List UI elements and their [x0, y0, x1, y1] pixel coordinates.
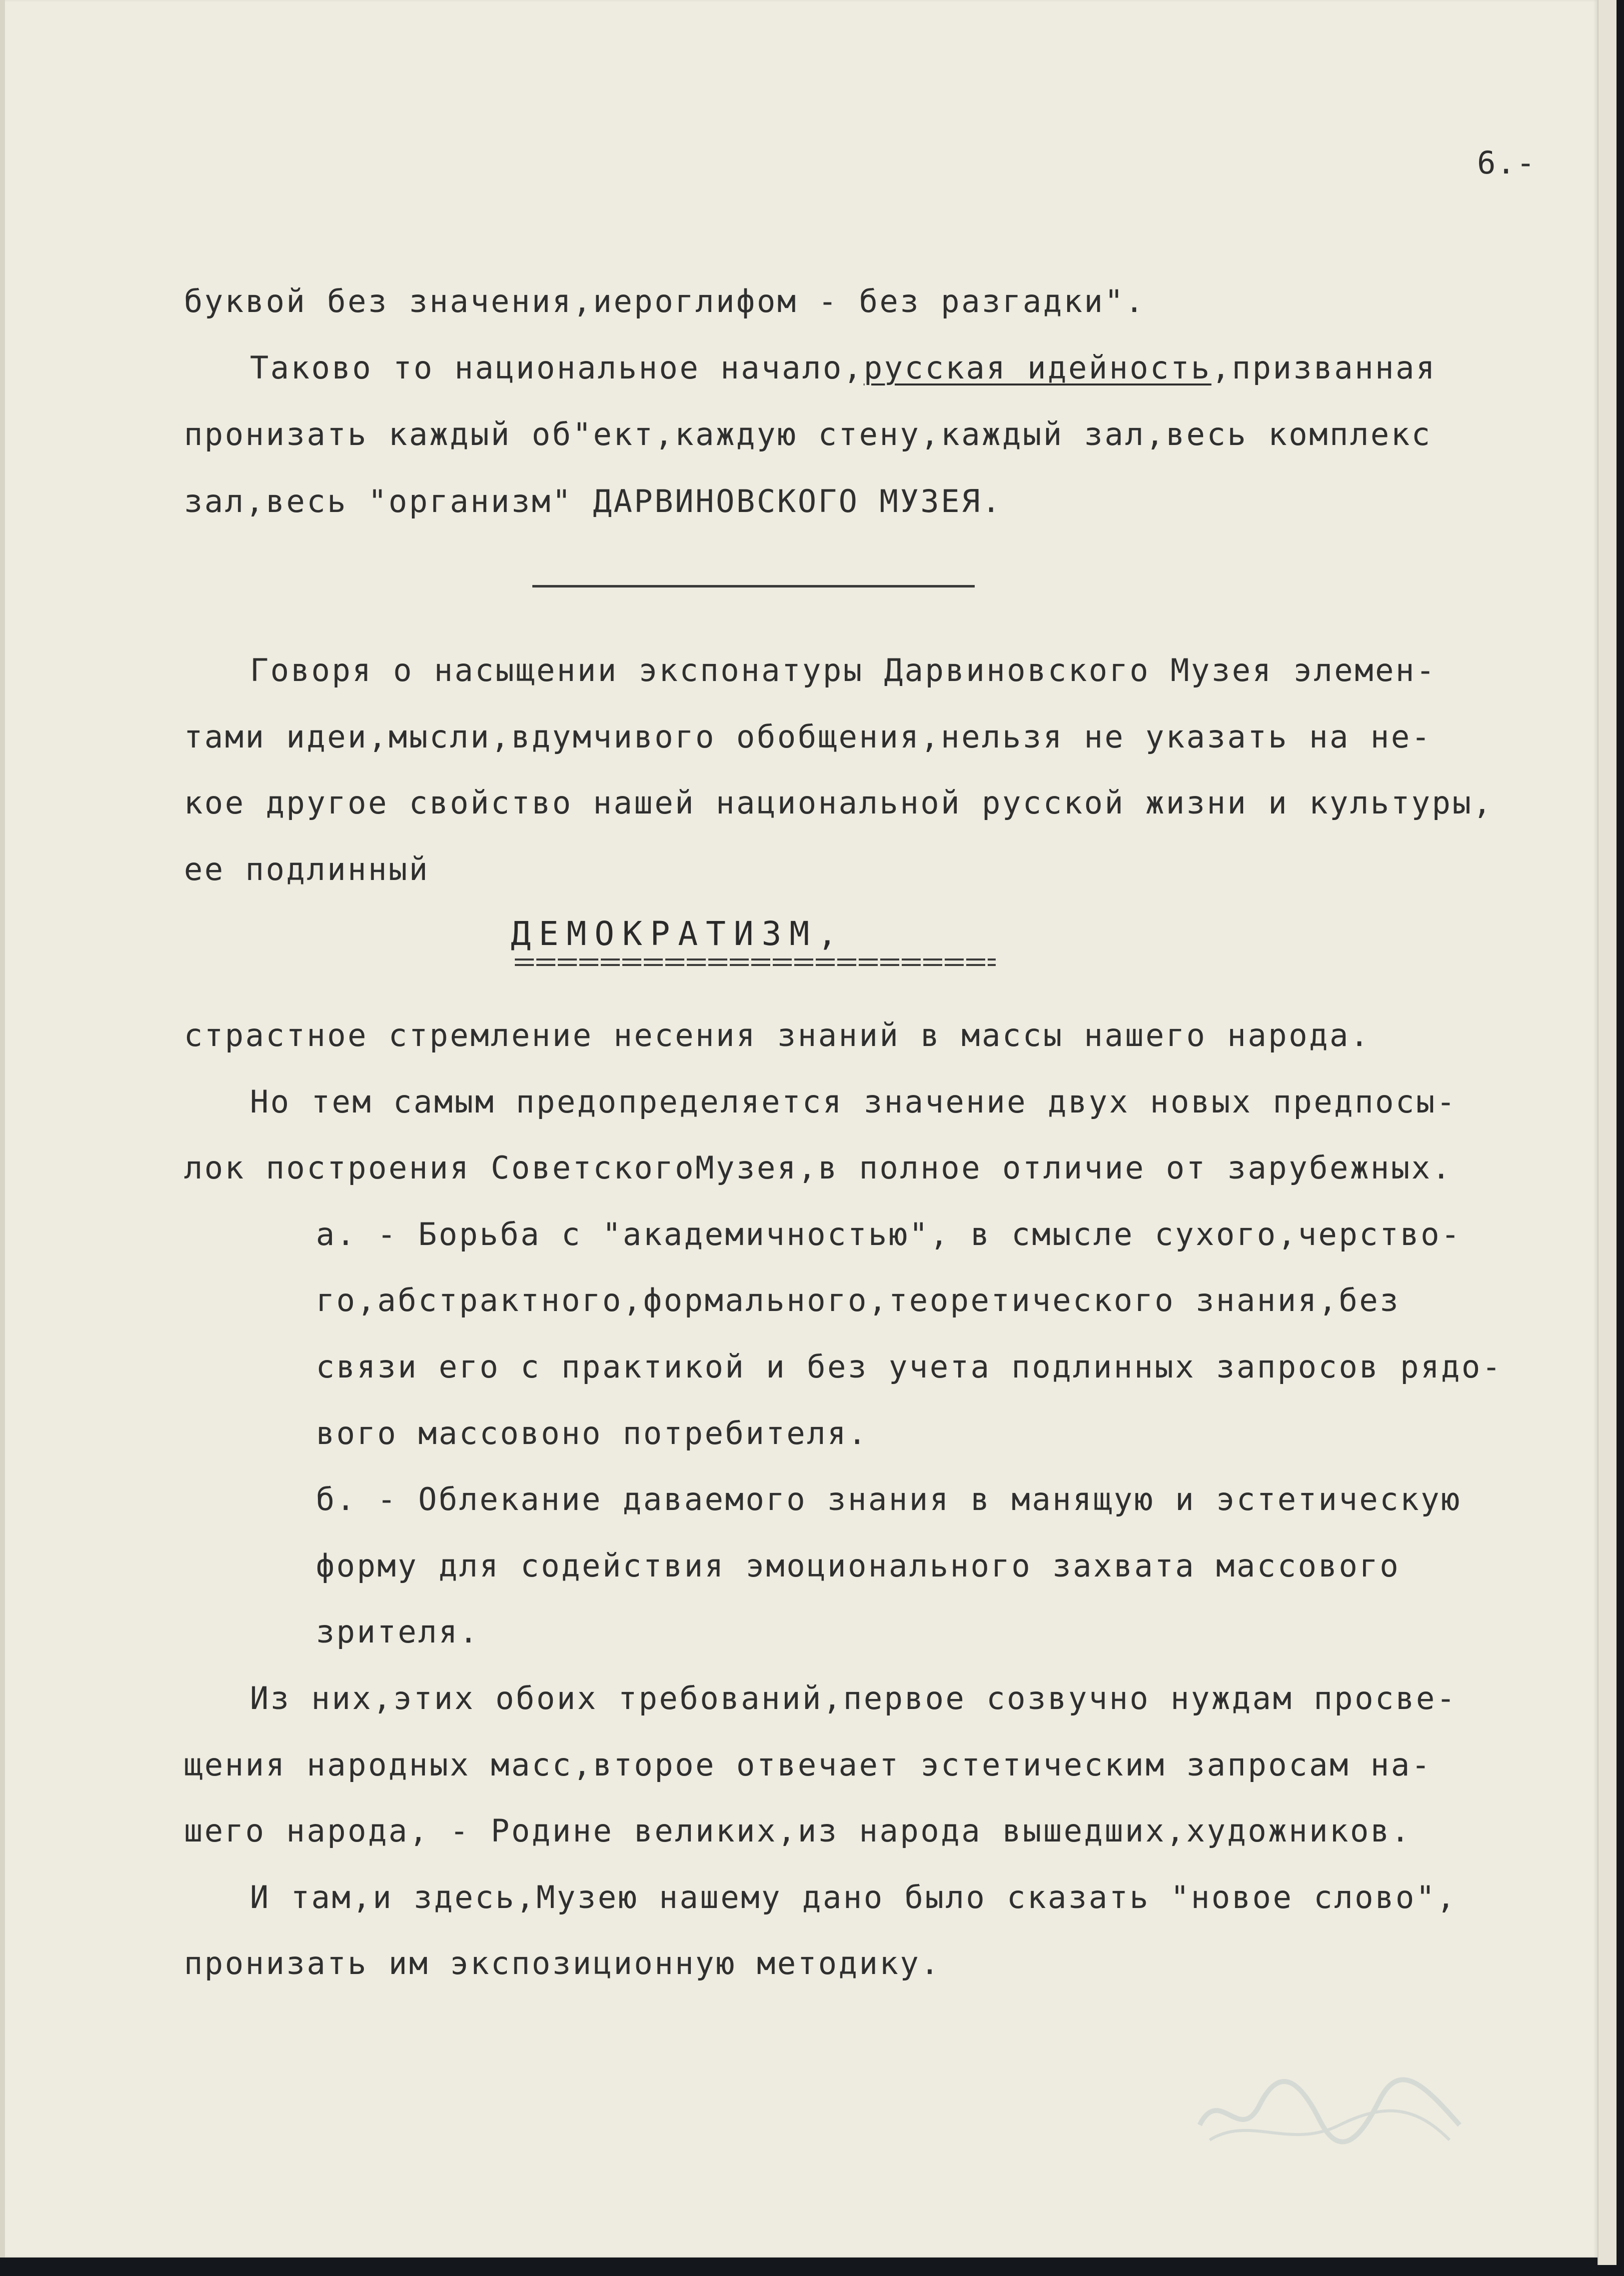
text-line: лок построения СоветскогоМузея,в полное отличие от зарубежных.: [184, 1150, 1453, 1186]
text-line: И там,и здесь,Музею нашему дано было сказать "новое слово",: [250, 1879, 1457, 1916]
text-line: зал,весь "организм" ДАРВИНОВСКОГО МУЗЕЯ.: [184, 483, 1003, 520]
heading-double-underline: [515, 958, 996, 966]
list-item-line: связи его с практикой и без учета подлинных запросов рядо-: [316, 1348, 1503, 1385]
page-left-edge: [0, 0, 5, 2258]
text-line: шего народа, - Родине великих,из народа вышедших,художников.: [184, 1812, 1412, 1849]
list-item-line: форму для содействия эмоционального захвата массового: [316, 1548, 1401, 1584]
list-item-line: вого массовоно потребителя.: [316, 1415, 869, 1452]
text-line: Говоря о насыщении экспонатуры Дарвиновского Музея элемен-: [250, 652, 1437, 688]
text-line: буквой без значения,иероглифом - без разгадки".: [184, 283, 1146, 320]
list-item-line: б. - Облекание даваемого знания в манящую и эстетическую: [316, 1481, 1462, 1518]
section-separator: [532, 585, 975, 588]
text-line: пронизать им экспозиционную методику.: [184, 1945, 941, 1982]
text-line: пронизать каждый об"ект,каждую стену,каждый зал,весь комплекс: [184, 416, 1432, 452]
text-line: щения народных масс,второе отвечает эстетическим запросам на-: [184, 1746, 1432, 1783]
section-heading: ДЕМОКРАТИЗМ,: [511, 914, 845, 953]
text-line: кое другое свойство нашей национальной русской жизни и культуры,: [184, 784, 1494, 821]
underlined-phrase: русская идейность: [863, 350, 1212, 386]
text-line: Таково то национальное начало,русская идейность,призванная: [250, 350, 1437, 386]
text-line: тами идеи,мысли,вдумчивого обобщения,нельзя не указать на не-: [184, 718, 1432, 755]
list-item-line: зрителя.: [316, 1614, 480, 1650]
list-item-line: го,абстрактного,формального,теоретического знания,без: [316, 1282, 1401, 1318]
text-line: ее подлинный: [184, 851, 430, 888]
text-line: страстное стремление несения знаний в массы нашего народа.: [184, 1017, 1371, 1054]
bleed-through-stamp: [1190, 2065, 1470, 2155]
text-line: Но тем самым предопределяется значение двух новых предпосы-: [250, 1084, 1457, 1120]
list-item-line: а. - Борьба с "академичностью", в смысле сухого,черство-: [316, 1216, 1462, 1252]
page-number: 6.-: [1477, 144, 1536, 181]
text-line: Из них,этих обоих требований,первое созвучно нуждам просве-: [250, 1680, 1457, 1716]
underlying-page-edge: [1598, 0, 1617, 2265]
